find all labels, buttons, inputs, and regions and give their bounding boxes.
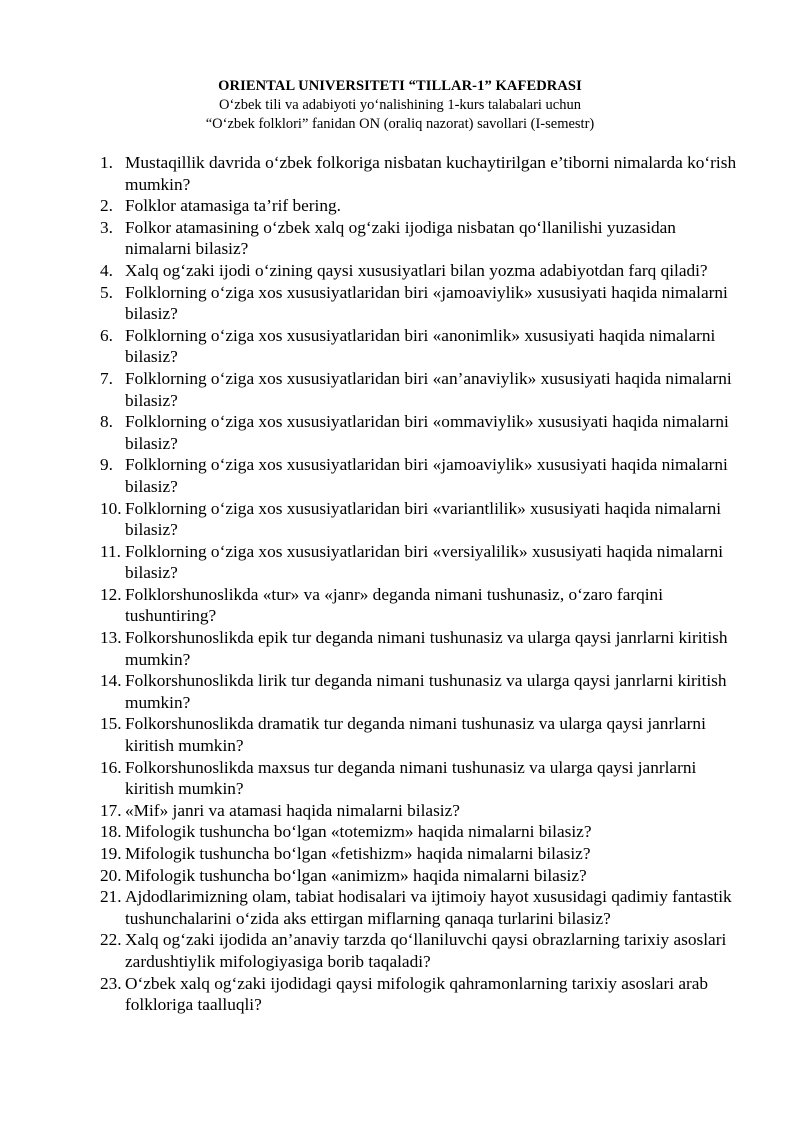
question-item [100, 195, 740, 217]
question-number: 19. [100, 844, 122, 863]
question-number: 8. [100, 412, 113, 432]
question-number: 18. [100, 822, 122, 842]
question-number: 23. [100, 973, 122, 993]
question-text: Folklorning o‘ziga xos xususiyatlaridan biri «variantlilik» xususiyati haqida nimalarni bilasiz? [125, 498, 722, 540]
question-number: 6. [100, 325, 113, 345]
question-item [100, 713, 740, 756]
question-text: Folklorning o‘ziga xos xususiyatlaridan biri «jamoaviylik» xususiyati haqida nimalarni bilasiz? [125, 282, 728, 324]
question-text: Folklorning o‘ziga xos xususiyatlaridan biri «anonimlik» xususiyati haqida nimalarni bilasiz? [125, 325, 716, 367]
question-item [100, 670, 740, 713]
question-number: 12. [100, 584, 122, 604]
exam-subtitle: “O‘zbek folklori” fanidan ON (oraliq nazorat) savollari (I-semestr) [205, 116, 595, 132]
question-number: 20. [100, 865, 122, 885]
question-number: 9. [100, 455, 113, 475]
question-item [100, 843, 740, 865]
question-item [100, 368, 740, 411]
question-text: Xalq og‘zaki ijodida an’anaviy tarzda qo‘llaniluvchi qaysi obrazlarning tarixiy asoslari zardushtiylik mifologiyasiga borib taqaladi? [125, 930, 727, 971]
question-item [100, 584, 740, 627]
question-item [100, 886, 740, 929]
question-item [100, 757, 740, 800]
question-number: 21. [100, 887, 122, 907]
question-item [100, 454, 740, 497]
question-item [100, 627, 740, 670]
question-number: 15. [100, 714, 122, 734]
question-item [100, 973, 740, 1016]
question-item [100, 152, 740, 195]
question-item [100, 282, 740, 325]
question-number: 4. [100, 260, 113, 280]
question-item [100, 217, 740, 260]
question-text: Mifologik tushuncha bo‘lgan «fetishizm» haqida nimalarni bilasiz? [125, 844, 591, 863]
question-item [100, 260, 740, 282]
question-text: Folklorning o‘ziga xos xususiyatlaridan biri «an’anaviylik» xususiyati haqida nimalarni bilasiz? [125, 368, 732, 410]
question-text: Folklorning o‘ziga xos xususiyatlaridan biri «jamoaviylik» xususiyati haqida nimalarni bilasiz? [125, 455, 728, 496]
question-item [100, 821, 740, 843]
question-number: 5. [100, 282, 113, 302]
question-text: Folklorning o‘ziga xos xususiyatlaridan biri «ommaviylik» xususiyati haqida nimalarni bilasiz? [125, 412, 729, 453]
question-number: 3. [100, 217, 113, 237]
question-text: Folkorshunoslikda lirik tur deganda nimani tushunasiz va ularga qaysi janrlarni kiritish mumkin? [125, 671, 727, 712]
question-item [100, 865, 740, 887]
course-subtitle: O‘zbek tili va adabiyoti yo‘nalishining 1-kurs talabalari uchun [219, 97, 581, 113]
question-number: 1. [100, 153, 113, 172]
question-item [100, 325, 740, 368]
question-text: Folklorning o‘ziga xos xususiyatlaridan biri «versiyalilik» xususiyati haqida nimalarni bilasiz? [125, 541, 724, 583]
question-text: Folkorshunoslikda dramatik tur deganda nimani tushunasiz va ularga qaysi janrlarni kiritish mumkin? [125, 714, 706, 756]
question-text: Ajdodlarimizning olam, tabiat hodisalari va ijtimoiy hayot xususidagi qadimiy fantastik tushunchalarini o‘zida aks ettirgan miflarning qanaqa turlarini bilasiz? [125, 887, 732, 928]
question-text: O‘zbek xalq og‘zaki ijodidagi qaysi mifologik qahramonlarning tarixiy asoslari arab folkloriga taalluqli? [125, 973, 709, 1015]
department-title: ORIENTAL UNIVERSITETI “TILLAR-1” KAFEDRASI [218, 78, 582, 94]
question-number: 14. [100, 671, 122, 691]
question-item [100, 929, 740, 972]
question-number: 7. [100, 368, 113, 388]
question-text: Mustaqillik davrida o‘zbek folkoriga nisbatan kuchaytirilgan e’tiborni nimalarda ko‘rish mumkin? [125, 153, 737, 194]
question-text: Folkor atamasining o‘zbek xalq og‘zaki ijodiga nisbatan qo‘llanilishi yuzasidan nimalarni bilasiz? [125, 217, 676, 259]
question-number: 22. [100, 930, 122, 950]
question-number: 2. [100, 196, 113, 216]
question-number: 10. [100, 498, 122, 518]
question-item [100, 541, 740, 584]
question-text: Xalq og‘zaki ijodi o‘zining qaysi xususiyatlari bilan yozma adabiyotdan farq qiladi? [125, 260, 708, 280]
question-number: 16. [100, 757, 122, 777]
question-text: Mifologik tushuncha bo‘lgan «animizm» haqida nimalarni bilasiz? [125, 865, 587, 885]
question-text: «Mif» janri va atamasi haqida nimalarni bilasiz? [125, 800, 460, 820]
question-text: Folklor atamasiga ta’rif bering. [125, 196, 341, 216]
question-list [100, 152, 740, 1016]
question-text: Folklorshunoslikda «tur» va «janr» deganda nimani tushunasiz, o‘zaro farqini tushuntiring? [125, 584, 663, 626]
question-number: 17. [100, 800, 122, 820]
question-text: Mifologik tushuncha bo‘lgan «totemizm» haqida nimalarni bilasiz? [125, 822, 592, 842]
question-item [100, 498, 740, 541]
question-number: 13. [100, 628, 122, 648]
question-item [100, 800, 740, 822]
question-text: Folkorshunoslikda maxsus tur deganda nimani tushunasiz va ularga qaysi janrlarni kiritish mumkin? [125, 757, 697, 799]
document-header [0, 76, 800, 134]
question-text: Folkorshunoslikda epik tur deganda nimani tushunasiz va ularga qaysi janrlarni kiritish mumkin? [125, 628, 728, 669]
question-number: 11. [100, 541, 121, 561]
question-item [100, 411, 740, 454]
